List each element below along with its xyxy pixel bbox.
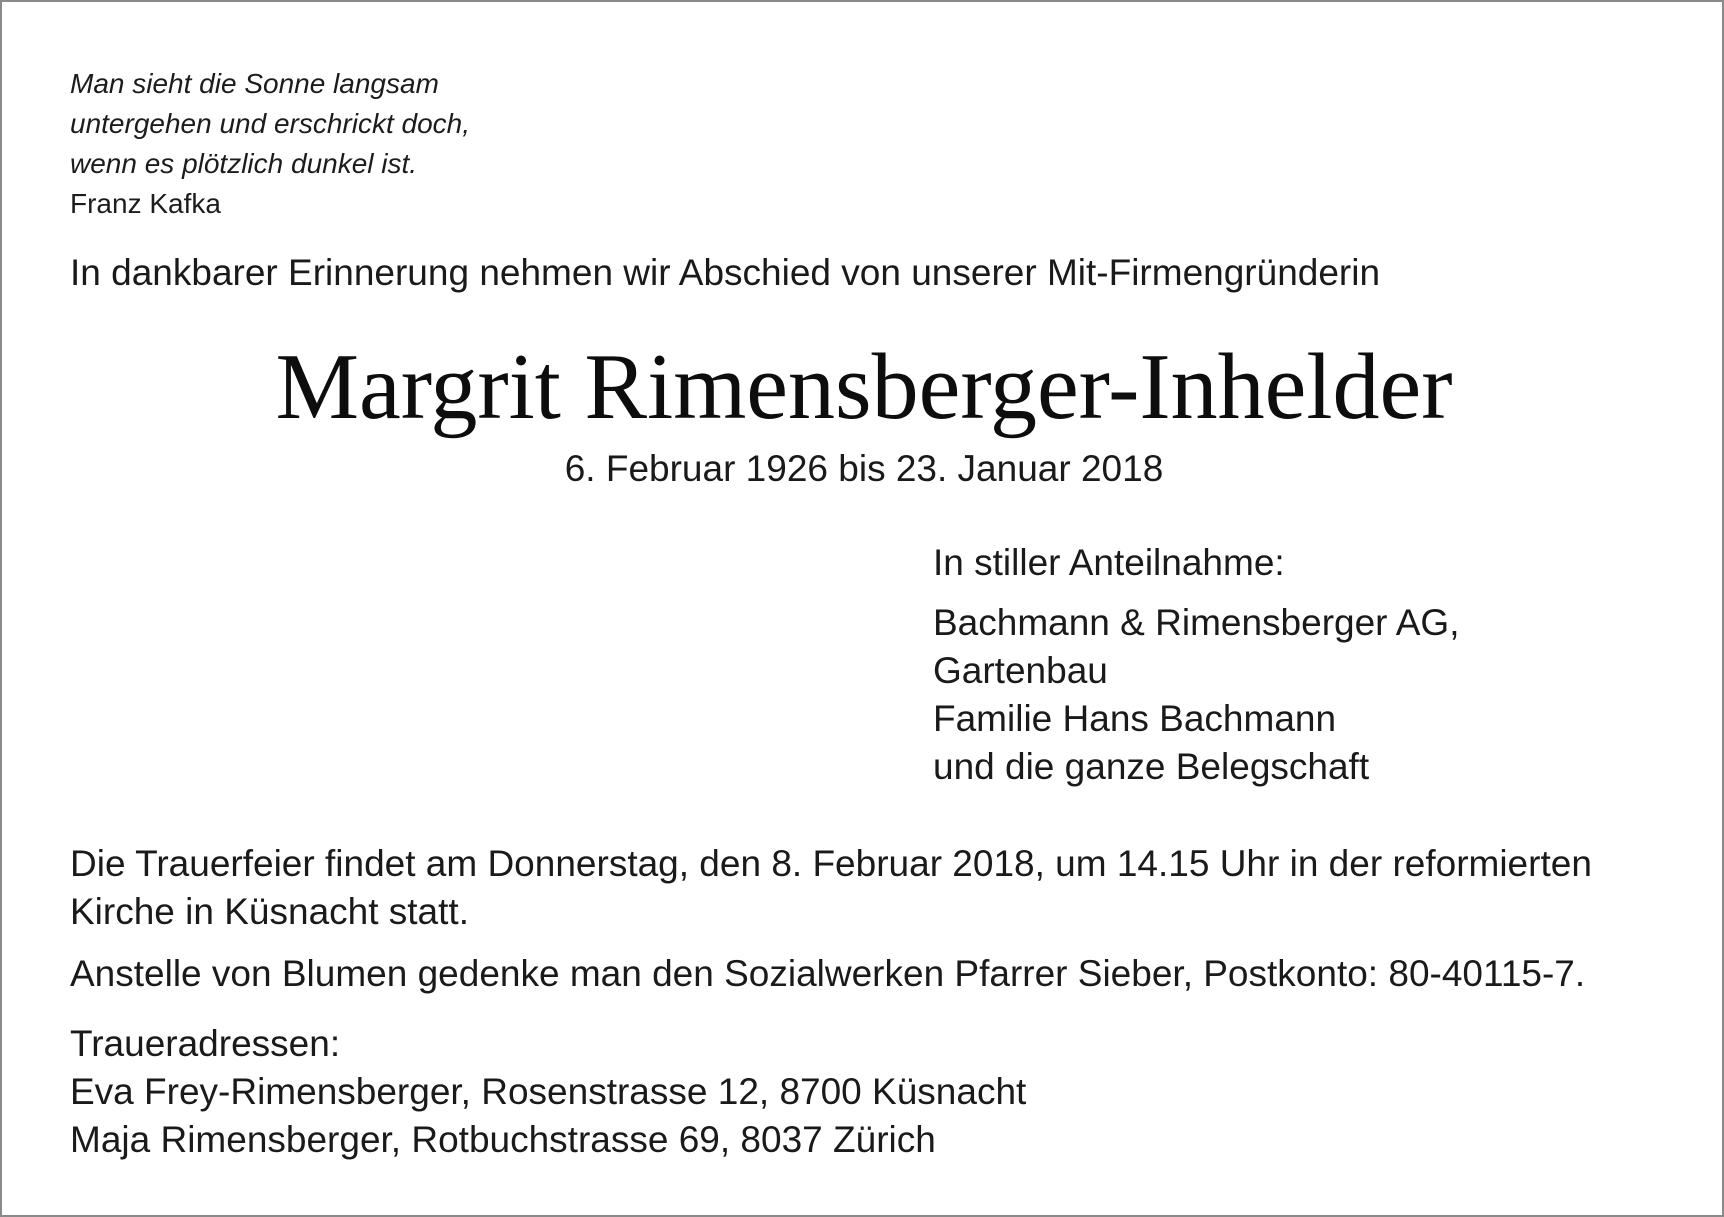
quote-line: wenn es plötzlich dunkel ist. — [70, 148, 418, 179]
mourning-addresses — [70, 1020, 1026, 1164]
mourner-line: Familie Hans Bachmann — [933, 698, 1337, 739]
donation-info: Anstelle von Blumen gedenke man den Sozialwerken Pfarrer Sieber, Postkonto: 80-40115-7. — [70, 953, 1586, 994]
mourner-line: Bachmann & Rimensberger AG, — [933, 602, 1460, 643]
addresses-heading: Traueradressen: — [70, 1023, 341, 1064]
mourner-line: Gartenbau — [933, 650, 1108, 691]
ceremony-line: Kirche in Küsnacht statt. — [70, 891, 469, 932]
ceremony-info — [70, 840, 1670, 936]
deceased-name: Margrit Rimensberger-Inhelder — [275, 335, 1453, 439]
mourner-line: und die ganze Belegschaft — [933, 746, 1370, 787]
ceremony-line: Die Trauerfeier findet am Donnerstag, den 8. Februar 2018, um 14.15 Uhr in der reformierten — [70, 843, 1592, 884]
quote-line: Man sieht die Sonne langsam — [70, 68, 439, 99]
life-dates: 6. Februar 1926 bis 23. Januar 2018 — [564, 448, 1164, 489]
address-line: Maja Rimensberger, Rotbuchstrasse 69, 8037 Zürich — [70, 1119, 936, 1160]
intro-text: In dankbarer Erinnerung nehmen wir Abschied von unserer Mit-Firmengründerin — [70, 252, 1381, 293]
address-line: Eva Frey-Rimensberger, Rosenstrasse 12, 8700 Küsnacht — [70, 1071, 1027, 1112]
quote-block — [70, 64, 470, 224]
quote-author: Franz Kafka — [70, 188, 221, 219]
mourners-block — [933, 539, 1459, 791]
quote-line: untergehen und erschrickt doch, — [70, 108, 471, 139]
mourners-heading: In stiller Anteilnahme: — [933, 542, 1285, 583]
